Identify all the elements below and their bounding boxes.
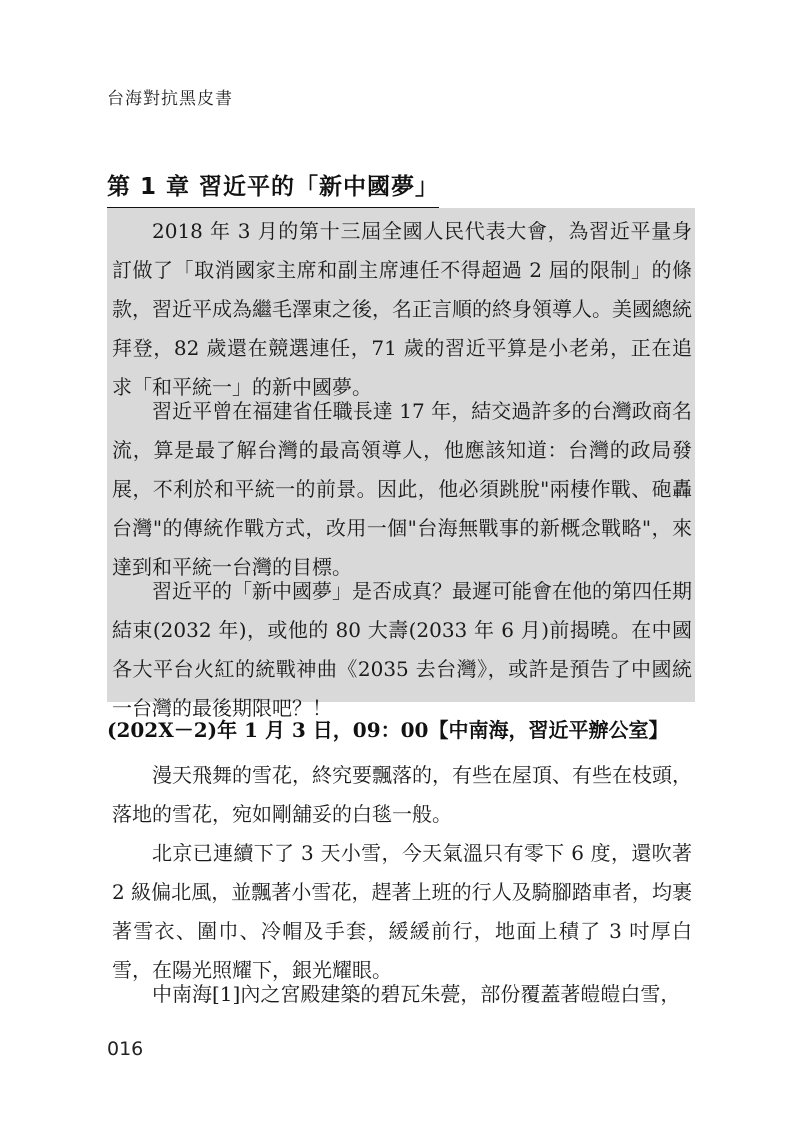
body-paragraph-2: 北京已連續下了 3 天小雪，今天氣溫只有零下 6 度，還吹著 2 級偏北風，並飄著小雪花，趕著上班的行人及騎腳踏車者，均裹著雪衣、圍巾、冷帽及手套，緩緩前行，地面上積了 3 吋厚白雪，在陽光照耀下，銀光耀眼。: [112, 841, 692, 982]
page-number: 016: [107, 1038, 144, 1060]
body-paragraph-3: 中南海[1]內之宮殿建築的碧瓦朱甍，部份覆蓋著皚皚白雪，: [152, 982, 681, 1006]
body-paragraph-1: 漫天飛舞的雪花，終究要飄落的，有些在屋頂、有些在枝頭，落地的雪花，宛如剛舖妥的白毯一般。: [112, 763, 692, 826]
intro-paragraph-2: 習近平曾在福建省任職長達 17 年，結交過許多的台灣政商名流，算是最了解台灣的最高領導人，他應該知道：台灣的政局發展，不利於和平統一的前景。因此，他必須跳脫"兩棲作戰、砲轟台灣"的傳統作戰方式，改用一個"台海無戰事的新概念戰略"，來達到和平統一台灣的目標。: [112, 399, 692, 579]
running-header: 台海對抗黑皮書: [107, 89, 233, 109]
scene-heading: (202X－2)年 1 月 3 日，09：00【中南海，習近平辦公室】: [107, 718, 669, 742]
intro-paragraph-3: 習近平的「新中國夢」是否成真？最遲可能會在他的第四任期結束(2032 年)，或他的 80 大壽(2033 年 6 月)前揭曉。在中國各大平台火紅的統戰神曲《2035 去台灣》，或許是預告了中國統一台灣的最後期限吧？！: [112, 579, 692, 720]
chapter-title: 第 1 章 習近平的「新中國夢」: [107, 168, 439, 209]
intro-paragraph-1: 2018 年 3 月的第十三屆全國人民代表大會，為習近平量身訂做了「取消國家主席和副主席連任不得超過 2 屆的限制」的條款，習近平成為繼毛澤東之後，名正言順的終身領導人。美國總統拜登，82 歲還在競選連任，71 歲的習近平算是小老弟，正在追求「和平統一」的新中國夢。: [112, 219, 692, 399]
